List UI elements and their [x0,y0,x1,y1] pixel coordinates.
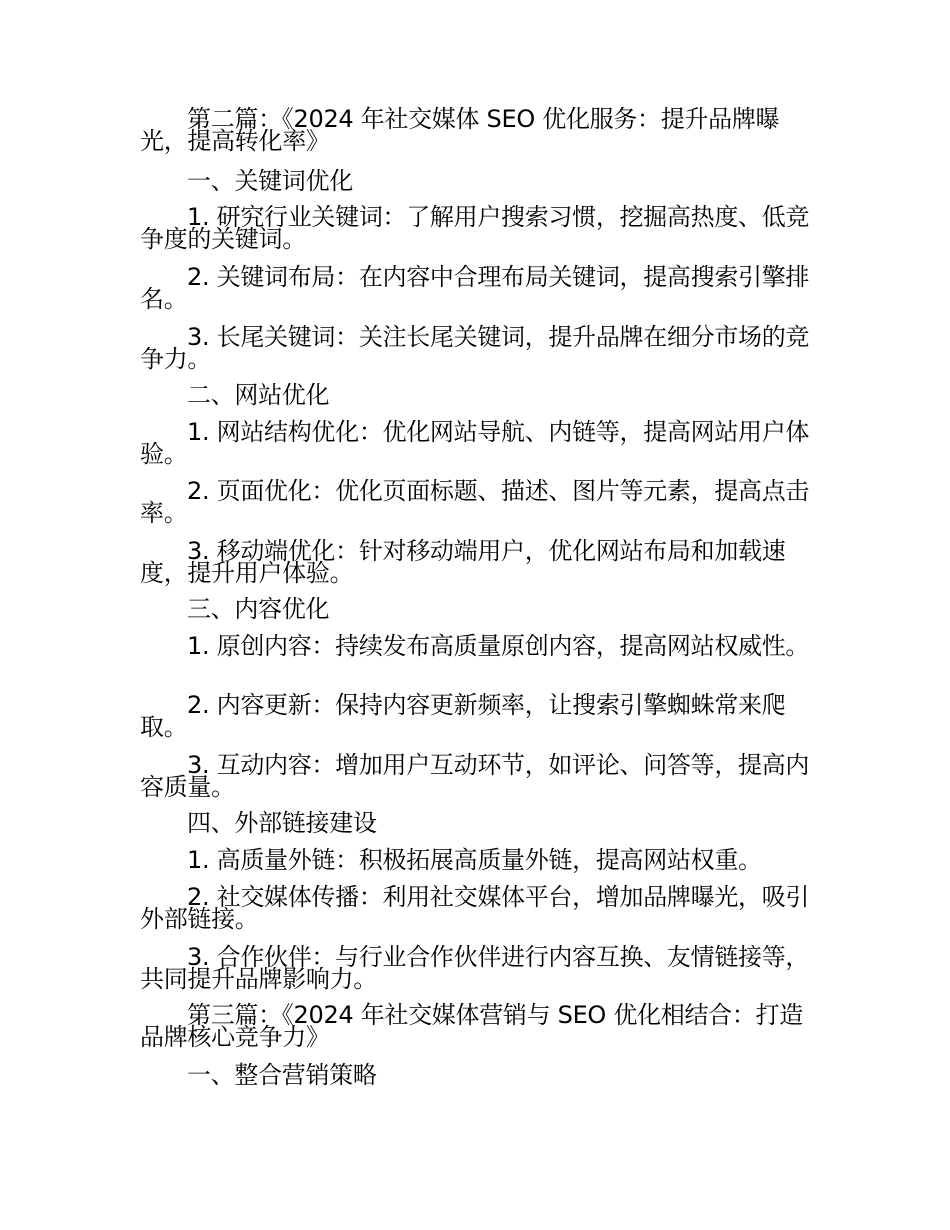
list-item: 1. 研究行业关键词：了解用户搜索习惯，挖掘高热度、低竞争度的关键词。 [140,203,810,253]
list-item: 3. 互动内容：增加用户互动环节，如评论、问答等，提高内容质量。 [140,751,810,801]
heading-external-links: 四、外部链接建设 [187,809,377,837]
list-item: 2. 关键词布局：在内容中合理布局关键词，提高搜索引擎排名。 [140,263,810,313]
heading-website-optimization: 二、网站优化 [187,381,330,409]
heading-keyword-optimization: 一、关键词优化 [187,167,353,195]
list-item: 1. 高质量外链：积极拓展高质量外链，提高网站权重。 [187,846,762,874]
list-item: 2. 页面优化：优化页面标题、描述、图片等元素，提高点击率。 [140,477,810,527]
section-title-part-2: 第二篇：《2024 年社交媒体 SEO 优化服务：提升品牌曝光，提高转化率》 [140,105,780,155]
list-item: 1. 原创内容：持续发布高质量原创内容，提高网站权威性。 [187,632,810,660]
list-item: 2. 社交媒体传播：利用社交媒体平台，增加品牌曝光，吸引外部链接。 [140,883,810,933]
list-item: 3. 合作伙伴：与行业合作伙伴进行内容互换、友情链接等，共同提升品牌影响力。 [140,943,810,993]
list-item: 1. 网站结构优化：优化网站导航、内链等，提高网站用户体验。 [140,418,810,468]
heading-integrated-marketing: 一、整合营销策略 [187,1061,377,1089]
heading-content-optimization: 三、内容优化 [187,595,330,623]
list-item: 2. 内容更新：保持内容更新频率，让搜索引擎蜘蛛常来爬取。 [140,691,786,741]
section-title-part-3: 第三篇：《2024 年社交媒体营销与 SEO 优化相结合：打造品牌核心竞争力》 [140,1001,803,1051]
list-item: 3. 长尾关键词：关注长尾关键词，提升品牌在细分市场的竞争力。 [140,323,810,373]
list-item: 3. 移动端优化：针对移动端用户，优化网站布局和加载速度，提升用户体验。 [140,537,786,587]
